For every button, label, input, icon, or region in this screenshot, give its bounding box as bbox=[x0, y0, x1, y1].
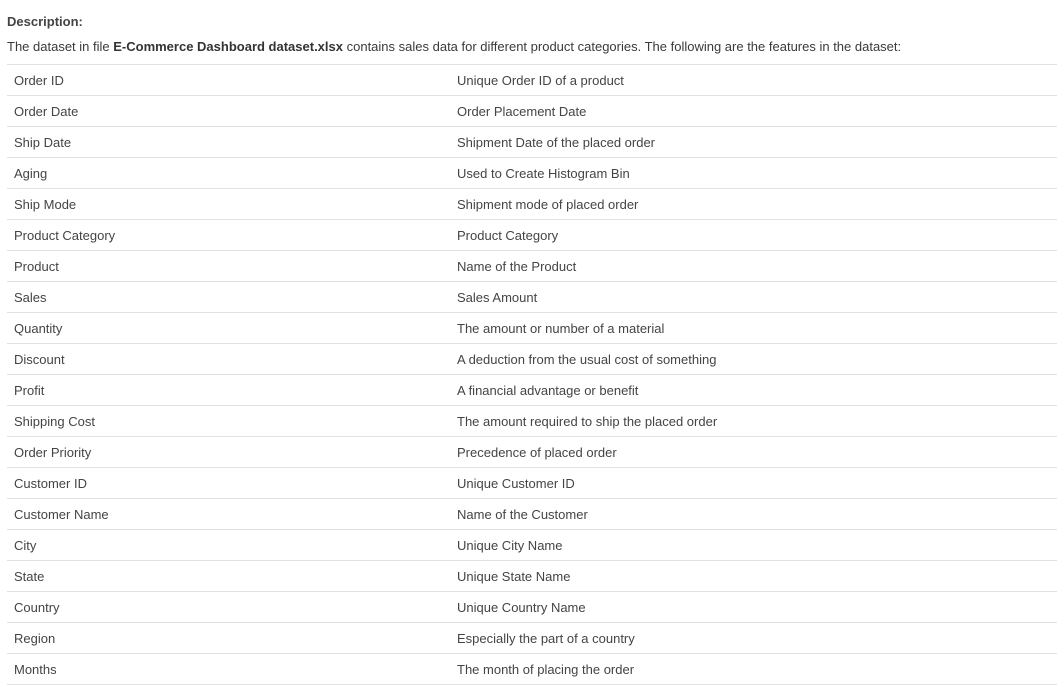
intro-prefix: The dataset in file bbox=[7, 39, 114, 54]
feature-name: State bbox=[14, 568, 45, 584]
feature-description: A financial advantage or benefit bbox=[457, 382, 639, 398]
dataset-filename: E-Commerce Dashboard dataset.xlsx bbox=[113, 39, 343, 54]
feature-name: Order ID bbox=[14, 72, 64, 88]
feature-name: Shipping Cost bbox=[14, 413, 95, 429]
table-row bbox=[7, 344, 1057, 375]
feature-name: City bbox=[14, 537, 37, 553]
feature-description: Unique Customer ID bbox=[457, 475, 575, 491]
table-row bbox=[7, 282, 1057, 313]
feature-name: Profit bbox=[14, 382, 45, 398]
feature-description: Unique City Name bbox=[457, 537, 563, 553]
intro-text bbox=[7, 39, 901, 55]
feature-description: The month of placing the order bbox=[457, 661, 635, 677]
feature-name: Customer Name bbox=[14, 506, 109, 522]
table-row bbox=[7, 158, 1057, 189]
feature-name: Order Priority bbox=[14, 444, 92, 460]
feature-description: The amount required to ship the placed order bbox=[457, 413, 718, 429]
feature-description: Unique State Name bbox=[457, 568, 571, 584]
feature-description: Especially the part of a country bbox=[457, 630, 635, 646]
feature-description: A deduction from the usual cost of something bbox=[457, 351, 717, 367]
table-row bbox=[7, 592, 1057, 623]
table-row bbox=[7, 65, 1057, 96]
description-heading: Description: bbox=[7, 14, 83, 29]
feature-name: Order Date bbox=[14, 103, 79, 119]
table-row bbox=[7, 530, 1057, 561]
table-row bbox=[7, 220, 1057, 251]
feature-name: Country bbox=[14, 599, 60, 615]
feature-name: Ship Mode bbox=[14, 196, 77, 212]
feature-description: Shipment mode of placed order bbox=[457, 196, 639, 212]
feature-description: Product Category bbox=[457, 227, 559, 243]
feature-name: Discount bbox=[14, 351, 65, 367]
table-row bbox=[7, 499, 1057, 530]
feature-name: Aging bbox=[14, 165, 48, 181]
table-row bbox=[7, 623, 1057, 654]
feature-description: Unique Order ID of a product bbox=[457, 72, 624, 88]
feature-name: Customer ID bbox=[14, 475, 87, 491]
table-row bbox=[7, 375, 1057, 406]
intro-suffix: contains sales data for different product categories. The following are the features in the dataset: bbox=[343, 39, 902, 54]
table-row bbox=[7, 189, 1057, 220]
feature-description: Name of the Product bbox=[457, 258, 577, 274]
table-row bbox=[7, 654, 1057, 685]
table-row bbox=[7, 96, 1057, 127]
feature-name: Product bbox=[14, 258, 59, 274]
feature-description: Sales Amount bbox=[457, 289, 538, 305]
feature-description: Unique Country Name bbox=[457, 599, 586, 615]
table-row bbox=[7, 251, 1057, 282]
feature-table bbox=[7, 64, 1057, 685]
table-row bbox=[7, 468, 1057, 499]
feature-description: The amount or number of a material bbox=[457, 320, 665, 336]
table-row bbox=[7, 313, 1057, 344]
feature-description: Shipment Date of the placed order bbox=[457, 134, 656, 150]
feature-description: Order Placement Date bbox=[457, 103, 587, 119]
feature-name: Ship Date bbox=[14, 134, 72, 150]
table-row bbox=[7, 406, 1057, 437]
table-row bbox=[7, 437, 1057, 468]
feature-description: Precedence of placed order bbox=[457, 444, 617, 460]
table-row bbox=[7, 127, 1057, 158]
feature-name: Months bbox=[14, 661, 57, 677]
feature-name: Region bbox=[14, 630, 56, 646]
feature-name: Sales bbox=[14, 289, 47, 305]
feature-description: Name of the Customer bbox=[457, 506, 588, 522]
table-row bbox=[7, 561, 1057, 592]
feature-description: Used to Create Histogram Bin bbox=[457, 165, 630, 181]
feature-name: Quantity bbox=[14, 320, 63, 336]
feature-name: Product Category bbox=[14, 227, 116, 243]
